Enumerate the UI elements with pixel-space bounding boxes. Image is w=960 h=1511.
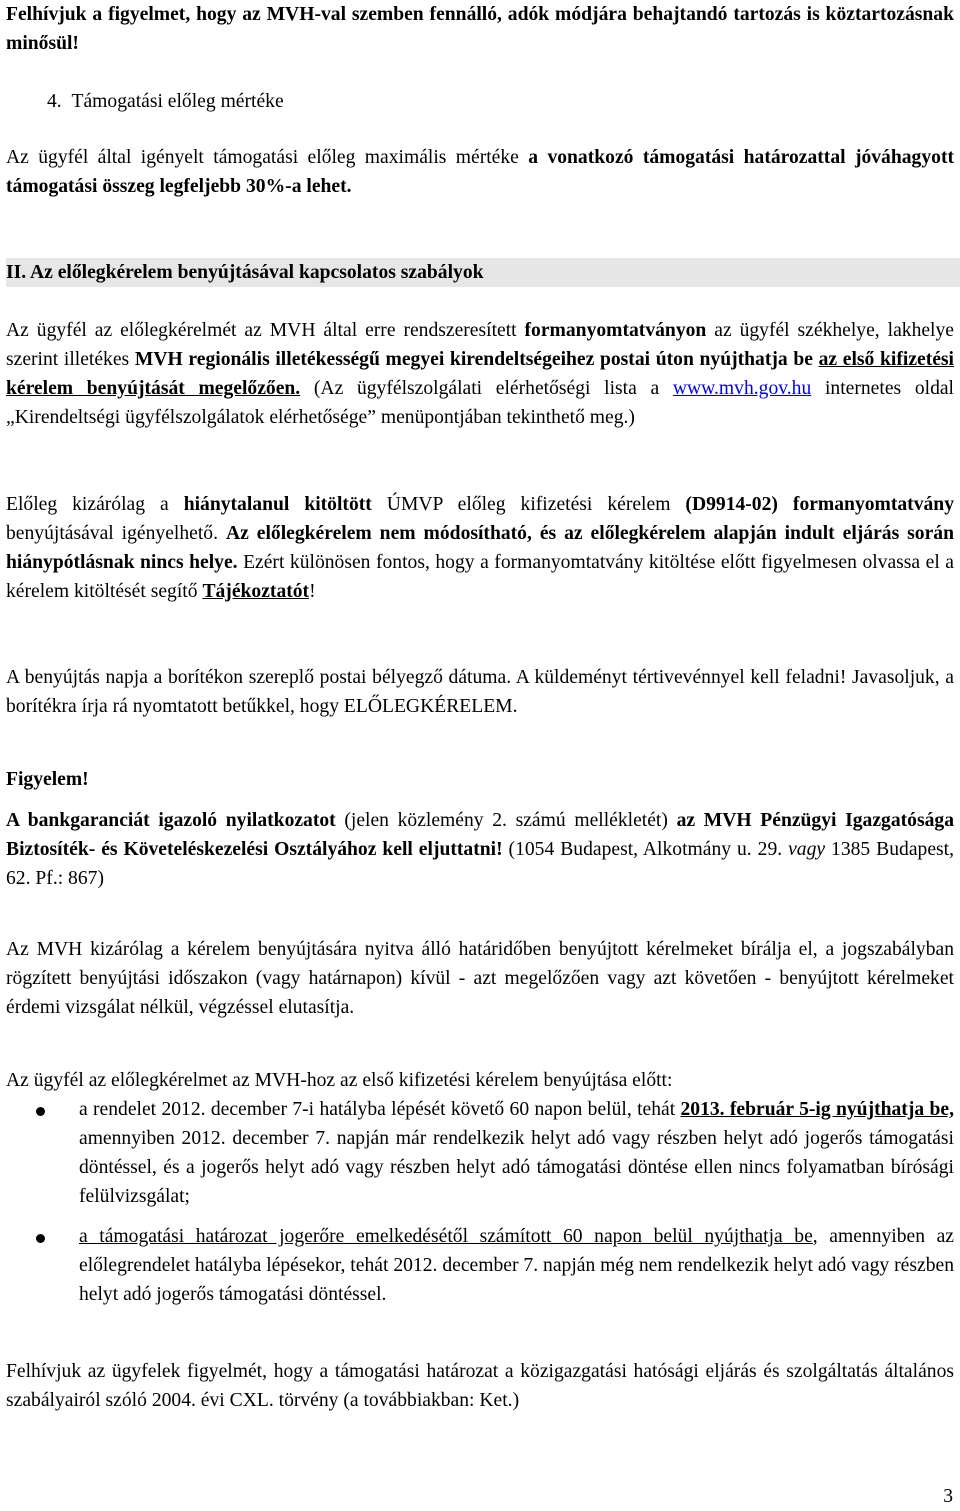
page-number: 3 (943, 1486, 953, 1507)
mvh-website-link[interactable]: www.mvh.gov.hu (672, 378, 812, 399)
ket-law-paragraph: Felhívjuk az ügyfelek figyelmét, hogy a támogatási határozat a közigazgatási hatósági eljárás és szolgáltatás általános szabályairól szóló 2004. évi CXL. törvény (a továbbiakban: Ket.) (6, 1361, 954, 1411)
section-4-heading: 4. Támogatási előleg mértéke (47, 91, 284, 112)
submission-paragraph: Az ügyfél az előlegkérelmét az MVH által erre rendszeresített formanyomtatványon az ügyfél székhelye, lakhelye szerint illetékes MVH regionális illetékességű megyei kirendeltségeihez postai úton nyújthatja be az első kifizetési kérelem benyújtását megelőzően. (Az ügyfélszolgálati elérhetőségi lista a www.mvh.gov.hu internetes oldal „Kirendeltségi ügyfélszolgálatok elérhetősége” menüpontjában tekinthető meg.) (6, 320, 955, 428)
section-ii-heading: II. Az előlegkérelem benyújtásával kapcsolatos szabályok (6, 258, 960, 287)
attention-label: Figyelem! (6, 769, 89, 790)
list-item: a támogatási határozat jogerőre emelkedésétől számított 60 napon belül nyújthatja be, amennyiben az előlegrendelet hatályba lépésekor, tehát 2012. december 7. napján még nem rendelkezik helyt adó vagy részben helyt adó jogerős támogatási döntéssel. (6, 1222, 954, 1309)
guide-reference: Tájékoztatót (202, 581, 310, 602)
before-first-payment-paragraph: Az ügyfél az előlegkérelmet az MVH-hoz az első kifizetési kérelem benyújtása előtt: (6, 1070, 673, 1091)
deadline-paragraph: Az MVH kizárólag a kérelem benyújtására nyitva álló határidőben benyújtott kérelmeket bírálja el, a jogszabályban rögzített benyújtási időszakon (vagy határnapon) kívül - azt megelőzően vagy azt követően - benyújtott kérelmeket érdemi vizsgálat nélkül, végzéssel elutasítja. (6, 939, 954, 1018)
bullet-icon (36, 1234, 45, 1243)
submission-date-paragraph: A benyújtás napja a borítékon szereplő postai bélyegző dátuma. A küldeményt tértivevénnyel kell feladni! Javasoljuk, a borítékra írja rá nyomtatott betűkkel, hogy ELŐLEGKÉRELEM. (6, 667, 954, 717)
form-requirement-paragraph: Előleg kizárólag a hiánytalanul kitöltött ÚMVP előleg kifizetési kérelem (D9914-02) formanyomtatvány benyújtásával igényelhető. Az előlegkérelem nem módosítható, és az előlegkérelem alapján indult eljárás során hiánypótlásnak nincs helye. Ezért különösen fontos, hogy a formanyomtatvány kitöltése előtt figyelmesen olvassa el a kérelem kitöltését segítő Tájékoztatót! (6, 494, 954, 602)
advance-limit-paragraph: Az ügyfél által igényelt támogatási előleg maximális mértéke a vonatkozó támogatási határozattal jóváhagyott támogatási összeg legfeljebb 30%-a lehet. (6, 147, 954, 197)
bullet-icon (36, 1107, 45, 1116)
debt-warning: Felhívjuk a figyelmet, hogy az MVH-val szemben fennálló, adók módjára behajtandó tartozás is köztartozásnak minősül! (6, 4, 954, 54)
submission-conditions-list (6, 1095, 954, 1309)
bank-guarantee-paragraph: A bankgaranciát igazoló nyilatkozatot (jelen közlemény 2. számú mellékletét) az MVH Pénzügyi Igazgatósága Biztosíték- és Követeléskezelési Osztályához kell eljuttatni! (1054 Budapest, Alkotmány u. 29. vagy 1385 Budapest, 62. Pf.: 867) (6, 810, 954, 889)
list-item: a rendelet 2012. december 7-i hatályba lépését követő 60 napon belül, tehát 2013. február 5-ig nyújthatja be, amennyiben 2012. december 7. napján már rendelkezik helyt adó vagy részben helyt adó jogerős támogatási döntéssel, és a jogerős helyt adó vagy részben helyt adó támogatási döntése ellen nincs folyamatban bírósági felülvizsgálat; (6, 1095, 954, 1211)
